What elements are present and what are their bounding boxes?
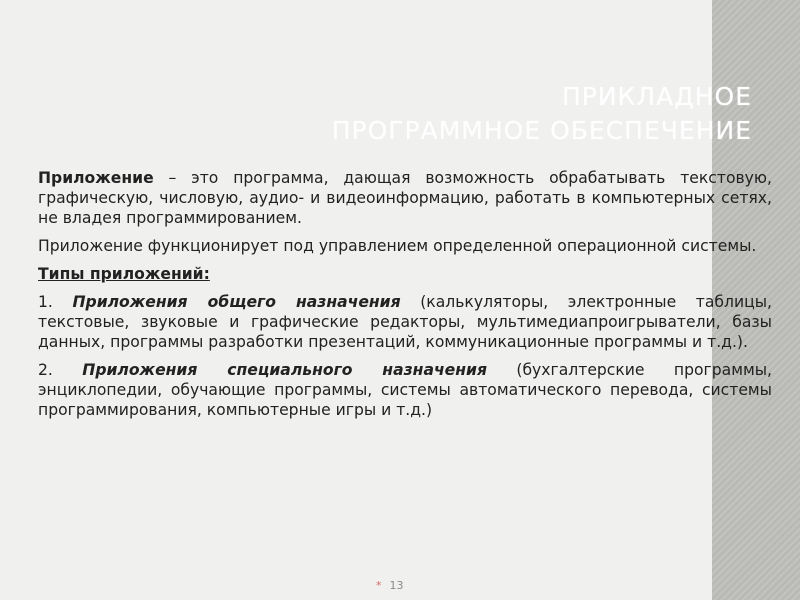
list-item-general (38, 292, 772, 352)
definition-paragraph (38, 168, 772, 228)
slide-footer (376, 579, 404, 592)
footer-star-icon: * (376, 579, 382, 592)
list-item-special (38, 360, 772, 420)
types-heading-paragraph (38, 264, 772, 284)
slide-title-line-2: ПРОГРАММНОЕ ОБЕСПЕЧЕНИЕ (331, 116, 752, 145)
list-item-term: Приложения специального назначения (82, 361, 487, 379)
definition-term: Приложение (38, 169, 154, 187)
list-item-text: (бухгалтерские программы, энциклопедии, обучающие программы, системы автоматического перевода, системы программирования, компьютерные игры и т.д.) (38, 361, 772, 419)
list-item-term: Приложения общего назначения (72, 293, 401, 311)
slide-body (38, 168, 772, 428)
list-item-text: (калькуляторы, электронные таблицы, текстовые, звуковые и графические редакторы, мультимедиапроигрыватели, базы данных, программы разработки презентаций, коммуникационные программы и т.д.). (38, 293, 773, 351)
list-item-number: 2. (38, 361, 83, 379)
slide-title-line-1: ПРИКЛАДНОЕ (561, 82, 752, 111)
os-paragraph: Приложение функционирует под управлением определенной операционной системы. (38, 237, 757, 255)
page-number: 13 (389, 579, 404, 592)
definition-text: – это программа, дающая возможность обрабатывать текстовую, графическую, числовую, аудио- и видеоинформацию, работать в компьютерных сетях, не владея программированием. (38, 169, 772, 227)
slide-title (152, 80, 752, 148)
list-item-number: 1. (38, 293, 73, 311)
types-heading: Типы приложений: (38, 265, 210, 283)
